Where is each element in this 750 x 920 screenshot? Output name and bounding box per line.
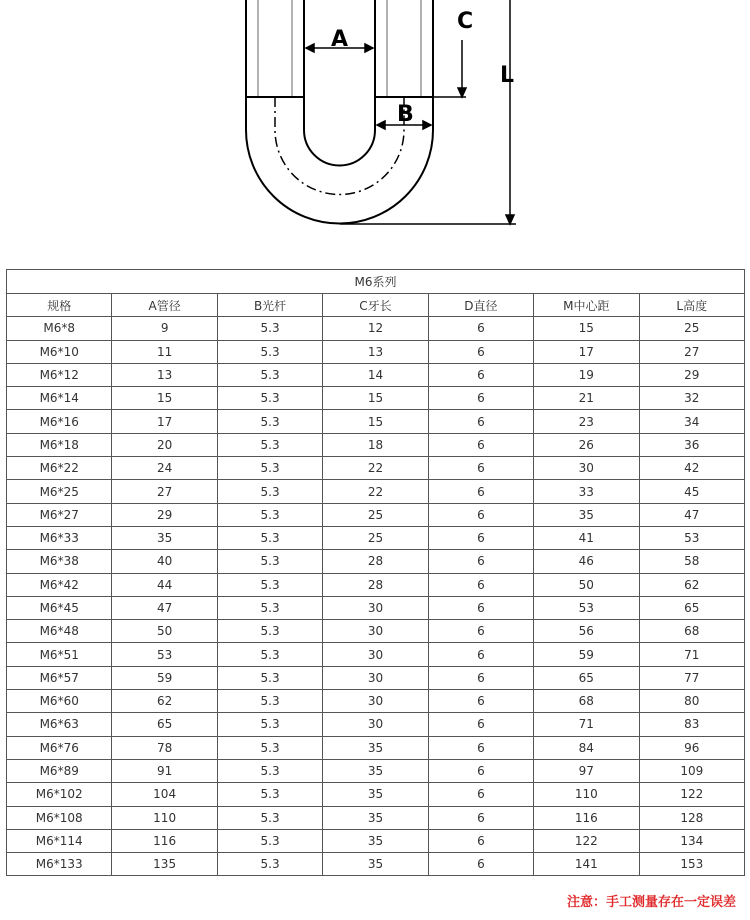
table-cell: 5.3 (217, 480, 322, 503)
table-cell: 6 (428, 387, 533, 410)
table-cell: 45 (639, 480, 744, 503)
table-cell: 6 (428, 340, 533, 363)
table-cell: 116 (112, 829, 217, 852)
table-row (7, 340, 745, 363)
table-cell: 110 (112, 806, 217, 829)
table-cell: 5.3 (217, 433, 322, 456)
table-cell: 5.3 (217, 526, 322, 549)
table-cell: 20 (112, 433, 217, 456)
table-cell: 5.3 (217, 457, 322, 480)
table-cell: 41 (534, 526, 639, 549)
table-cell: 6 (428, 596, 533, 619)
header-l-height: L高度 (639, 294, 744, 317)
table-cell: 77 (639, 666, 744, 689)
table-cell: 5.3 (217, 759, 322, 782)
table-cell: 14 (323, 363, 428, 386)
table-cell: 71 (534, 713, 639, 736)
table-cell: 35 (323, 783, 428, 806)
table-row (7, 620, 745, 643)
table-cell: 110 (534, 783, 639, 806)
dimension-label-b: B (397, 102, 414, 127)
table-cell: 30 (323, 596, 428, 619)
table-cell: 35 (323, 759, 428, 782)
table-cell: 91 (112, 759, 217, 782)
table-cell: 27 (639, 340, 744, 363)
table-row (7, 783, 745, 806)
table-cell: 5.3 (217, 783, 322, 806)
header-a-pipe-diameter: A管径 (112, 294, 217, 317)
table-cell: 35 (323, 806, 428, 829)
table-title-row (7, 270, 745, 294)
table-cell: 36 (639, 433, 744, 456)
table-cell: 6 (428, 666, 533, 689)
u-bolt-diagram (0, 0, 750, 260)
table-cell: 25 (323, 526, 428, 549)
table-cell: 5.3 (217, 363, 322, 386)
table-row (7, 759, 745, 782)
table-row (7, 596, 745, 619)
table-cell: 13 (112, 363, 217, 386)
table-cell: 5.3 (217, 806, 322, 829)
table-cell: 6 (428, 713, 533, 736)
table-cell: 6 (428, 573, 533, 596)
dimension-label-c: C (457, 9, 474, 34)
table-cell: M6*14 (7, 387, 112, 410)
table-cell: 6 (428, 759, 533, 782)
table-cell: 34 (639, 410, 744, 433)
table-cell: 46 (534, 550, 639, 573)
table-cell: 5.3 (217, 643, 322, 666)
table-row (7, 526, 745, 549)
table-cell: 53 (112, 643, 217, 666)
table-row (7, 829, 745, 852)
table-cell: 53 (534, 596, 639, 619)
table-cell: 6 (428, 433, 533, 456)
table-cell: 22 (323, 480, 428, 503)
table-cell: M6*76 (7, 736, 112, 759)
table-cell: 71 (639, 643, 744, 666)
table-cell: 30 (323, 690, 428, 713)
table-cell: 50 (534, 573, 639, 596)
table-row (7, 317, 745, 340)
table-cell: M6*25 (7, 480, 112, 503)
table-cell: 6 (428, 526, 533, 549)
table-cell: 24 (112, 457, 217, 480)
table-row (7, 550, 745, 573)
table-cell: 80 (639, 690, 744, 713)
table-cell: 17 (534, 340, 639, 363)
table-cell: 30 (323, 713, 428, 736)
table-cell: 17 (112, 410, 217, 433)
table-cell: 62 (112, 690, 217, 713)
dimension-label-a: A (331, 27, 349, 52)
table-cell: M6*114 (7, 829, 112, 852)
table-cell: 15 (112, 387, 217, 410)
table-cell: 30 (323, 666, 428, 689)
table-cell: 25 (639, 317, 744, 340)
table-cell: 6 (428, 620, 533, 643)
table-cell: 68 (639, 620, 744, 643)
table-cell: M6*12 (7, 363, 112, 386)
table-cell: 47 (639, 503, 744, 526)
table-cell: 153 (639, 853, 744, 876)
table-cell: 11 (112, 340, 217, 363)
table-cell: M6*33 (7, 526, 112, 549)
table-cell: 6 (428, 736, 533, 759)
table-cell: 122 (639, 783, 744, 806)
table-cell: 28 (323, 573, 428, 596)
table-cell: 5.3 (217, 550, 322, 573)
table-cell: 35 (323, 736, 428, 759)
table-cell: M6*45 (7, 596, 112, 619)
table-cell: 5.3 (217, 340, 322, 363)
table-cell: 6 (428, 503, 533, 526)
table-cell: 40 (112, 550, 217, 573)
table-cell: 58 (639, 550, 744, 573)
table-cell: 29 (639, 363, 744, 386)
table-cell: 15 (534, 317, 639, 340)
table-row (7, 736, 745, 759)
table-row (7, 480, 745, 503)
table-row (7, 853, 745, 876)
table-cell: 135 (112, 853, 217, 876)
table-cell: M6*102 (7, 783, 112, 806)
table-cell: 23 (534, 410, 639, 433)
table-row (7, 573, 745, 596)
dimension-label-l: L (500, 63, 515, 88)
table-cell: M6*63 (7, 713, 112, 736)
table-cell: 5.3 (217, 713, 322, 736)
table-cell: 122 (534, 829, 639, 852)
table-row (7, 713, 745, 736)
table-cell: 68 (534, 690, 639, 713)
table-cell: 6 (428, 829, 533, 852)
table-cell: 21 (534, 387, 639, 410)
table-cell: 35 (112, 526, 217, 549)
table-cell: M6*89 (7, 759, 112, 782)
table-cell: 62 (639, 573, 744, 596)
table-cell: M6*16 (7, 410, 112, 433)
table-row (7, 503, 745, 526)
table-cell: 56 (534, 620, 639, 643)
table-cell: 6 (428, 457, 533, 480)
table-cell: 104 (112, 783, 217, 806)
spec-table (6, 269, 745, 876)
table-cell: 44 (112, 573, 217, 596)
header-m-center-distance: M中心距 (534, 294, 639, 317)
table-cell: 6 (428, 853, 533, 876)
table-row (7, 410, 745, 433)
table-cell: M6*8 (7, 317, 112, 340)
table-cell: 83 (639, 713, 744, 736)
table-row (7, 643, 745, 666)
table-row (7, 363, 745, 386)
header-c-thread-length: C牙长 (323, 294, 428, 317)
table-cell: 32 (639, 387, 744, 410)
table-cell: 33 (534, 480, 639, 503)
table-cell: M6*133 (7, 853, 112, 876)
table-cell: 30 (534, 457, 639, 480)
table-cell: 25 (323, 503, 428, 526)
table-cell: 97 (534, 759, 639, 782)
table-cell: 5.3 (217, 596, 322, 619)
table-cell: 6 (428, 410, 533, 433)
table-cell: M6*51 (7, 643, 112, 666)
table-row (7, 806, 745, 829)
table-cell: 42 (639, 457, 744, 480)
table-cell: 6 (428, 690, 533, 713)
table-cell: 6 (428, 480, 533, 503)
measurement-note: 注意：手工测量存在一定误差 (566, 895, 736, 910)
table-cell: M6*57 (7, 666, 112, 689)
table-row (7, 457, 745, 480)
table-cell: 134 (639, 829, 744, 852)
table-cell: 65 (112, 713, 217, 736)
table-cell: 15 (323, 387, 428, 410)
table-row (7, 690, 745, 713)
table-cell: M6*10 (7, 340, 112, 363)
table-cell: M6*48 (7, 620, 112, 643)
table-cell: 12 (323, 317, 428, 340)
table-cell: 15 (323, 410, 428, 433)
table-cell: 19 (534, 363, 639, 386)
table-cell: 26 (534, 433, 639, 456)
table-cell: 27 (112, 480, 217, 503)
table-cell: 59 (112, 666, 217, 689)
table-cell: 35 (534, 503, 639, 526)
table-cell: M6*42 (7, 573, 112, 596)
table-cell: 78 (112, 736, 217, 759)
header-d-diameter: D直径 (428, 294, 533, 317)
table-cell: 5.3 (217, 573, 322, 596)
table-row (7, 387, 745, 410)
table-cell: 5.3 (217, 317, 322, 340)
table-cell: 6 (428, 550, 533, 573)
table-cell: 6 (428, 783, 533, 806)
table-cell: 65 (534, 666, 639, 689)
table-cell: 30 (323, 643, 428, 666)
table-cell: 5.3 (217, 666, 322, 689)
table-cell: 35 (323, 829, 428, 852)
table-cell: 50 (112, 620, 217, 643)
table-cell: 5.3 (217, 690, 322, 713)
table-cell: 22 (323, 457, 428, 480)
table-cell: 18 (323, 433, 428, 456)
table-cell: M6*60 (7, 690, 112, 713)
table-cell: 47 (112, 596, 217, 619)
table-cell: 59 (534, 643, 639, 666)
table-cell: 5.3 (217, 829, 322, 852)
table-cell: 5.3 (217, 387, 322, 410)
table-cell: 5.3 (217, 620, 322, 643)
table-cell: 35 (323, 853, 428, 876)
table-cell: 65 (639, 596, 744, 619)
table-header-row (7, 294, 745, 317)
table-cell: 5.3 (217, 410, 322, 433)
table-title: M6系列 (7, 270, 745, 294)
table-cell: 6 (428, 643, 533, 666)
table-cell: 28 (323, 550, 428, 573)
table-cell: 84 (534, 736, 639, 759)
table-cell: 128 (639, 806, 744, 829)
table-cell: 5.3 (217, 736, 322, 759)
table-row (7, 433, 745, 456)
header-spec: 规格 (7, 294, 112, 317)
table-cell: M6*22 (7, 457, 112, 480)
table-cell: 53 (639, 526, 744, 549)
table-cell: 30 (323, 620, 428, 643)
table-cell: M6*38 (7, 550, 112, 573)
table-cell: 109 (639, 759, 744, 782)
table-cell: M6*27 (7, 503, 112, 526)
table-cell: 9 (112, 317, 217, 340)
table-cell: 5.3 (217, 853, 322, 876)
table-cell: 116 (534, 806, 639, 829)
table-cell: 141 (534, 853, 639, 876)
table-cell: M6*108 (7, 806, 112, 829)
table-cell: 6 (428, 806, 533, 829)
header-b-smooth-rod: B光杆 (217, 294, 322, 317)
table-cell: 29 (112, 503, 217, 526)
table-body (7, 317, 745, 876)
table-cell: 6 (428, 363, 533, 386)
table-cell: 13 (323, 340, 428, 363)
table-cell: 6 (428, 317, 533, 340)
table-cell: 5.3 (217, 503, 322, 526)
table-cell: M6*18 (7, 433, 112, 456)
table-row (7, 666, 745, 689)
table-cell: 96 (639, 736, 744, 759)
